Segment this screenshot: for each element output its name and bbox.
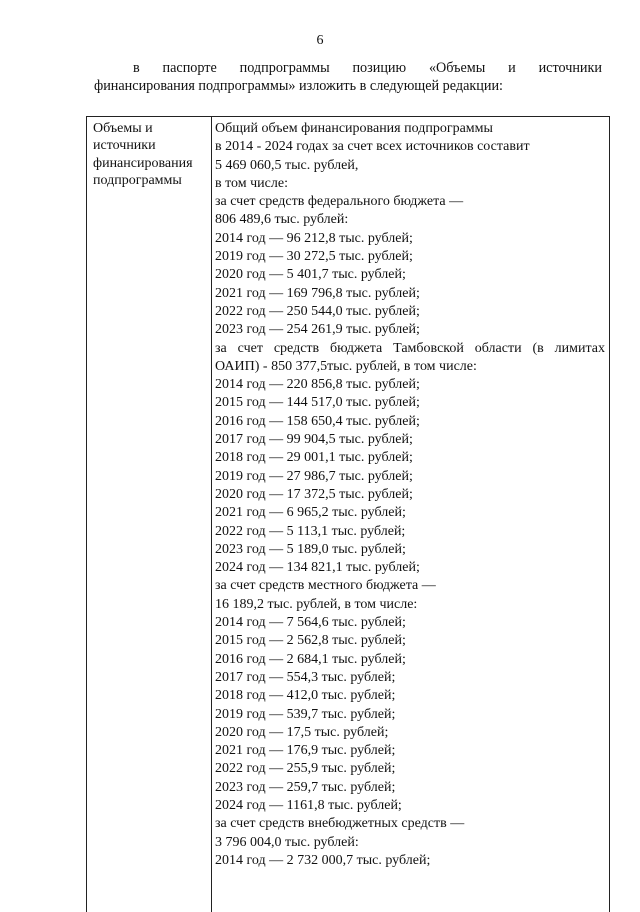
value-line: 2023 год — 259,7 тыс. рублей;: [215, 779, 396, 795]
value-line: 2015 год — 144 517,0 тыс. рублей;: [215, 395, 420, 411]
intro-word: паспорте: [162, 60, 217, 76]
value-line: 2022 год — 5 113,1 тыс. рублей;: [215, 523, 406, 539]
value-line: 2020 год — 5 401,7 тыс. рублей;: [215, 267, 406, 283]
value-line: 2019 год — 539,7 тыс. рублей;: [215, 706, 396, 722]
intro-word: в: [133, 60, 140, 76]
value-line: ОАИП) - 850 377,5тыс. рублей, в том числе:: [215, 358, 477, 374]
value-line: 2024 год — 1161,8 тыс. рублей;: [215, 797, 402, 813]
value-line: 2023 год — 254 261,9 тыс. рублей;: [215, 322, 420, 338]
label-line: финансирования: [93, 155, 193, 171]
value-line-part: (в: [532, 340, 544, 356]
intro-word: источники: [538, 60, 602, 76]
value-line: 2016 год — 158 650,4 тыс. рублей;: [215, 413, 420, 429]
label-line: Объемы и: [93, 121, 153, 136]
value-line: 2014 год — 2 732 000,7 тыс. рублей;: [215, 852, 431, 868]
value-line-part: средств: [273, 340, 320, 356]
intro-paragraph: [94, 60, 602, 95]
value-line: за счет средств местного бюджета —: [215, 578, 436, 594]
value-line: за счет средств федерального бюджета —: [215, 194, 464, 210]
value-line: 2021 год — 169 796,8 тыс. рублей;: [215, 285, 420, 301]
intro-line-1: [94, 60, 602, 78]
table-label-cell: [87, 117, 212, 912]
value-line: 806 489,6 тыс. рублей:: [215, 212, 349, 228]
value-line: 2019 год — 30 272,5 тыс. рублей;: [215, 249, 413, 265]
value-line-part: Тамбовской: [393, 340, 464, 356]
value-line: 2021 год — 176,9 тыс. рублей;: [215, 743, 396, 759]
value-line: 2022 год — 255,9 тыс. рублей;: [215, 761, 396, 777]
value-line: [215, 340, 609, 358]
value-line: 2017 год — 99 904,5 тыс. рублей;: [215, 432, 413, 448]
intro-line-2: финансирования подпрограммы» изложить в следующей редакции:: [94, 77, 503, 94]
value-line: 2023 год — 5 189,0 тыс. рублей;: [215, 541, 406, 557]
value-line: 2020 год — 17,5 тыс. рублей;: [215, 724, 389, 740]
value-line-part: области: [474, 340, 522, 356]
value-line: 2014 год — 96 212,8 тыс. рублей;: [215, 230, 413, 246]
value-line: 2020 год — 17 372,5 тыс. рублей;: [215, 486, 413, 502]
value-line: 16 189,2 тыс. рублей, в том числе:: [215, 596, 418, 612]
value-line-part: за: [215, 340, 227, 356]
value-line: 2015 год — 2 562,8 тыс. рублей;: [215, 633, 406, 649]
value-line: в том числе:: [215, 175, 288, 191]
value-line: 2018 год — 412,0 тыс. рублей;: [215, 688, 396, 704]
value-line: за счет средств внебюджетных средств —: [215, 816, 465, 832]
intro-word: подпрограммы: [239, 60, 330, 76]
value-line: 2017 год — 554,3 тыс. рублей;: [215, 669, 396, 685]
label-line: источники: [93, 138, 156, 154]
label-line: подпрограммы: [93, 172, 182, 188]
page-number: 6: [316, 33, 324, 48]
intro-word: позицию: [352, 60, 407, 76]
value-line-part: бюджета: [330, 340, 383, 356]
value-line-part: счет: [237, 340, 263, 356]
financing-table: [86, 116, 610, 912]
value-line: 2014 год — 7 564,6 тыс. рублей;: [215, 615, 406, 631]
value-line: 2014 год — 220 856,8 тыс. рублей;: [215, 377, 420, 393]
value-line: Общий объем финансирования подпрограммы: [215, 121, 493, 136]
value-line: 5 469 060,5 тыс. рублей,: [215, 157, 359, 173]
value-line: 2016 год — 2 684,1 тыс. рублей;: [215, 651, 406, 667]
value-line-part: лимитах: [554, 340, 605, 356]
table-value-cell: [212, 117, 609, 912]
value-line: 2019 год — 27 986,7 тыс. рублей;: [215, 468, 413, 484]
value-line: в 2014 - 2024 годах за счет всех источников составит: [215, 139, 530, 155]
intro-word: и: [508, 60, 516, 76]
value-line: 2024 год — 134 821,1 тыс. рублей;: [215, 560, 420, 576]
value-line: 2022 год — 250 544,0 тыс. рублей;: [215, 303, 420, 319]
value-line: 3 796 004,0 тыс. рублей:: [215, 834, 359, 850]
value-line: 2018 год — 29 001,1 тыс. рублей;: [215, 450, 413, 466]
intro-word: «Объемы: [428, 60, 486, 76]
value-line: 2021 год — 6 965,2 тыс. рублей;: [215, 505, 406, 521]
